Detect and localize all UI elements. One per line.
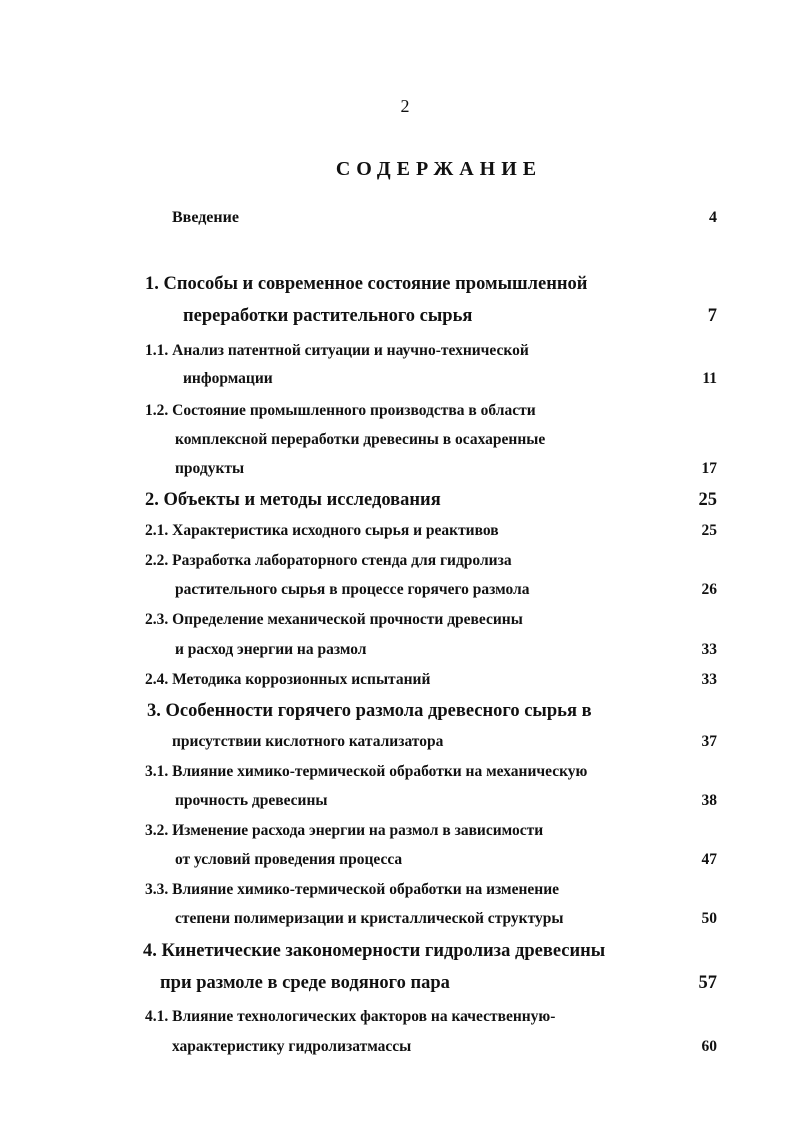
toc-entry-text: прочность древесины bbox=[175, 792, 328, 809]
toc-entry-text: от условий проведения процесса bbox=[175, 851, 403, 868]
toc-entry-page: 33 bbox=[701, 671, 717, 688]
toc-entry-page: 7 bbox=[707, 306, 717, 326]
toc-entry-page: 37 bbox=[701, 733, 717, 750]
toc-entry-page: 50 bbox=[701, 910, 717, 927]
toc-entry-text: Введение bbox=[172, 209, 239, 226]
toc-entry-text: растительного сырья в процессе горячего размола bbox=[175, 581, 530, 598]
toc-entry-text: 1.2. Состояние промышленного производства в области bbox=[145, 402, 536, 419]
toc-entry-text: присутствии кислотного катализатора bbox=[172, 733, 444, 750]
page-number: 2 bbox=[400, 96, 410, 116]
toc-entry-text: 3.2. Изменение расхода энергии на размол в зависимости bbox=[145, 822, 544, 839]
toc-entry-text: 2.3. Определение механической прочности древесины bbox=[145, 611, 523, 628]
toc-entry-text: 2.2. Разработка лабораторного стенда для гидролиза bbox=[145, 552, 512, 569]
toc-entry-page: 33 bbox=[701, 641, 717, 658]
toc-entry-page: 38 bbox=[701, 792, 717, 809]
toc-entry-text: 2.1. Характеристика исходного сырья и реактивов bbox=[145, 522, 499, 539]
toc-entry-text: переработки растительного сырья bbox=[183, 306, 473, 326]
toc-entry-page: 17 bbox=[701, 460, 717, 477]
toc-entry-page: 47 bbox=[701, 851, 717, 868]
toc-entry-text: 4.1. Влияние технологических факторов на качественную- bbox=[145, 1008, 556, 1025]
toc-entry-page: 25 bbox=[698, 490, 717, 510]
toc-entry-text: степени полимеризации и кристаллической структуры bbox=[175, 910, 564, 927]
toc-entry-text: 4. Кинетические закономерности гидролиза древесины bbox=[143, 941, 606, 961]
toc-entry-text: 3. Особенности горячего размола древесного сырья в bbox=[147, 701, 592, 721]
toc-entry-text: характеристику гидролизатмассы bbox=[172, 1038, 412, 1055]
toc-entry-page: 25 bbox=[701, 522, 717, 539]
toc-entry-text: информации bbox=[183, 370, 273, 387]
toc-entry-text: 2.4. Методика коррозионных испытаний bbox=[145, 671, 431, 688]
toc-entry-page: 57 bbox=[698, 973, 717, 993]
toc-entry-text: 2. Объекты и методы исследования bbox=[145, 490, 441, 510]
toc-entry-page: 4 bbox=[709, 209, 717, 226]
page-title: СОДЕРЖАНИЕ bbox=[335, 158, 543, 180]
toc-entry-text: 3.3. Влияние химико-термической обработки на изменение bbox=[145, 881, 560, 898]
toc-entry-text: продукты bbox=[175, 460, 245, 477]
toc-entry-page: 60 bbox=[701, 1038, 717, 1055]
toc-entry-text: при размоле в среде водяного пара bbox=[160, 973, 450, 993]
toc-entry-text: комплексной переработки древесины в осахаренные bbox=[175, 431, 546, 448]
toc-entry-text: 1.1. Анализ патентной ситуации и научно-технической bbox=[145, 342, 529, 359]
toc-entry-page: 11 bbox=[702, 370, 717, 387]
toc-entry-text: 1. Способы и современное состояние промышленной bbox=[145, 274, 588, 294]
toc-entry-text: и расход энергии на размол bbox=[175, 641, 367, 658]
toc-entry-page: 26 bbox=[701, 581, 717, 598]
toc-entry-text: 3.1. Влияние химико-термической обработки на механическую bbox=[145, 763, 588, 780]
